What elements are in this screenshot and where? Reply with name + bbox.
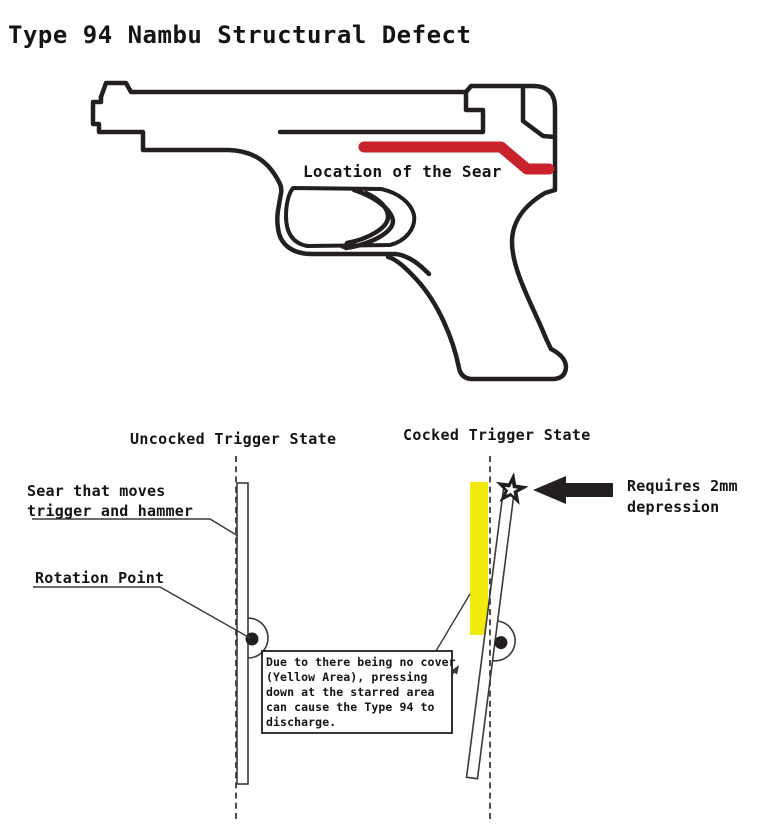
rotation-point-leader-line	[33, 587, 250, 638]
uncovered-sear-yellow-area	[470, 482, 488, 635]
pistol-illustration	[93, 83, 566, 379]
callout-line3: down at the starred area	[266, 685, 435, 699]
rotation-point-label: Rotation Point	[35, 569, 165, 587]
callout-line1: Due to there being no cover	[266, 655, 456, 669]
callout-line2: (Yellow Area), pressing	[266, 670, 428, 684]
callout-line5: discharge.	[266, 715, 337, 729]
trigger-guard-inner	[286, 188, 414, 246]
sear-note-leader-line	[32, 519, 238, 536]
cocked-heading: Cocked Trigger State	[403, 426, 591, 444]
uncocked-heading: Uncocked Trigger State	[130, 430, 337, 448]
depression-arrow-icon	[533, 476, 613, 504]
uncocked-diagram	[27, 430, 336, 822]
pistol-outline	[101, 83, 566, 379]
callout-leader-to-yellow	[436, 594, 470, 651]
pistol-frame-outline	[93, 97, 429, 274]
callout-line4: can cause the Type 94 to	[266, 700, 435, 714]
sear-location-label: Location of the Sear	[303, 162, 502, 181]
page-title: Type 94 Nambu Structural Defect	[8, 21, 472, 49]
uncocked-rotation-dot	[246, 633, 259, 646]
sear-note-line2: trigger and hammer	[27, 502, 194, 520]
depression-note-line1: Requires 2mm	[627, 477, 738, 495]
slide-bottom-line	[280, 92, 483, 132]
discharge-callout	[262, 594, 470, 733]
cocked-diagram	[403, 426, 738, 822]
sear-note-line1: Sear that moves	[27, 482, 166, 500]
depression-note-line2: depression	[627, 498, 720, 516]
